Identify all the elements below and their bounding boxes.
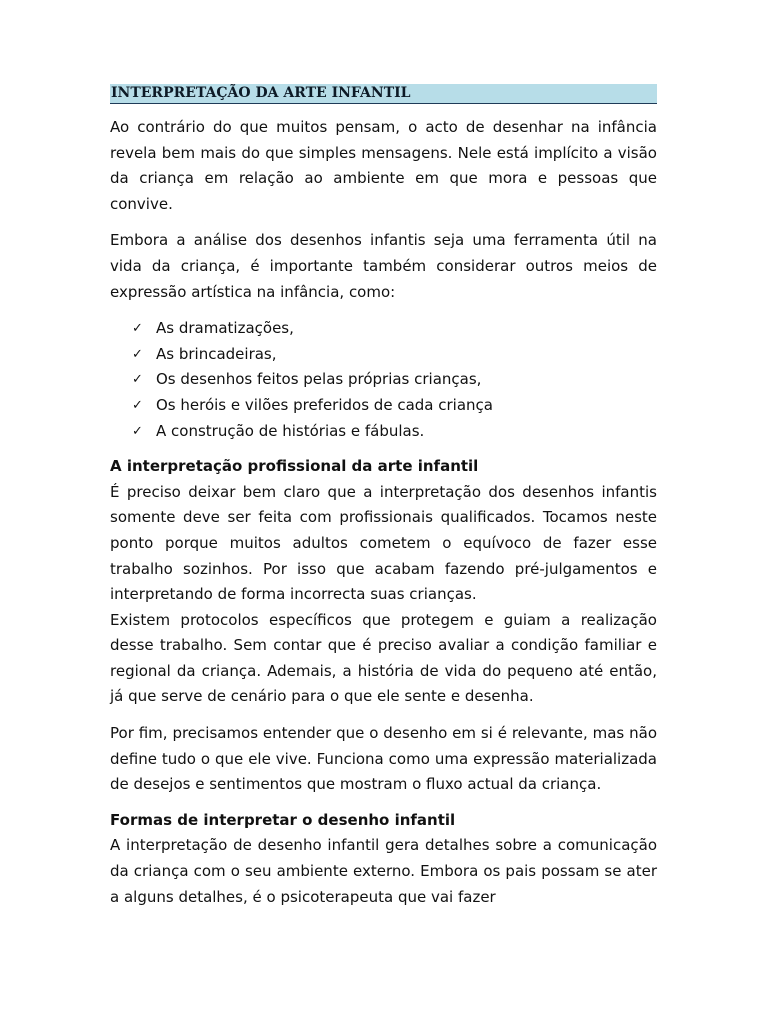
- check-mark-icon: ✓: [132, 321, 143, 337]
- list-item: [132, 316, 657, 342]
- list-item-text: A construção de histórias e fábulas.: [156, 421, 425, 440]
- list-item: [132, 393, 657, 419]
- document-page: [110, 84, 657, 910]
- intro-paragraph: Ao contrário do que muitos pensam, o acto de desenhar na infância revela bem mais do que simples mensagens. Nele está implícito a visão da criança em relação ao ambiente em que mora e pessoas que convive.: [110, 118, 657, 213]
- list-item: [132, 342, 657, 368]
- section-heading-forms: Formas de interpretar o desenho infantil: [110, 810, 456, 829]
- list-item-text: As dramatizações,: [156, 319, 294, 338]
- list-item-text: Os desenhos feitos pelas próprias crianças,: [156, 370, 482, 389]
- list-item: [132, 419, 657, 445]
- professional-paragraph-3: Por fim, precisamos entender que o desenho em si é relevante, mas não define tudo o que ele vive. Funciona como uma expressão materializada de desejos e sentimentos que mostram o fluxo actual da criança.: [110, 724, 657, 794]
- document-title: INTERPRETAÇÃO DA ARTE INFANTIL: [110, 84, 657, 104]
- check-mark-icon: ✓: [132, 372, 143, 388]
- expression-paragraph: Embora a análise dos desenhos infantis seja uma ferramenta útil na vida da criança, é importante também considerar outros meios de expressão artística na infância, como:: [110, 231, 657, 301]
- check-mark-icon: ✓: [132, 423, 143, 439]
- check-mark-icon: ✓: [132, 346, 143, 362]
- list-item-text: Os heróis e vilões preferidos de cada criança: [156, 395, 493, 414]
- forms-paragraph-1: A interpretação de desenho infantil gera detalhes sobre a comunicação da criança com o seu ambiente externo. Embora os pais possam se ater a alguns detalhes, é o psicoterapeuta que vai fazer: [110, 836, 657, 906]
- list-item: [132, 367, 657, 393]
- expression-checklist: [110, 316, 657, 444]
- professional-paragraph-2: Existem protocolos específicos que protegem e guiam a realização desse trabalho. Sem contar que é preciso avaliar a condição familiar e regional da criança. Ademais, a história de vida do pequeno até então, já que serve de cenário para o que ele sente e desenha.: [110, 610, 657, 706]
- section-heading-professional: A interpretação profissional da arte infantil: [110, 457, 479, 476]
- check-mark-icon: ✓: [132, 397, 143, 413]
- list-item-text: As brincadeiras,: [156, 344, 277, 363]
- professional-paragraph-1: É preciso deixar bem claro que a interpretação dos desenhos infantis somente deve ser feita com profissionais qualificados. Tocamos neste ponto porque muitos adultos cometem o equívoco de fazer esse trabalho sozinhos. Por isso que acabam fazendo pré-julgamentos e interpretando de forma incorrecta suas crianças.: [110, 482, 657, 604]
